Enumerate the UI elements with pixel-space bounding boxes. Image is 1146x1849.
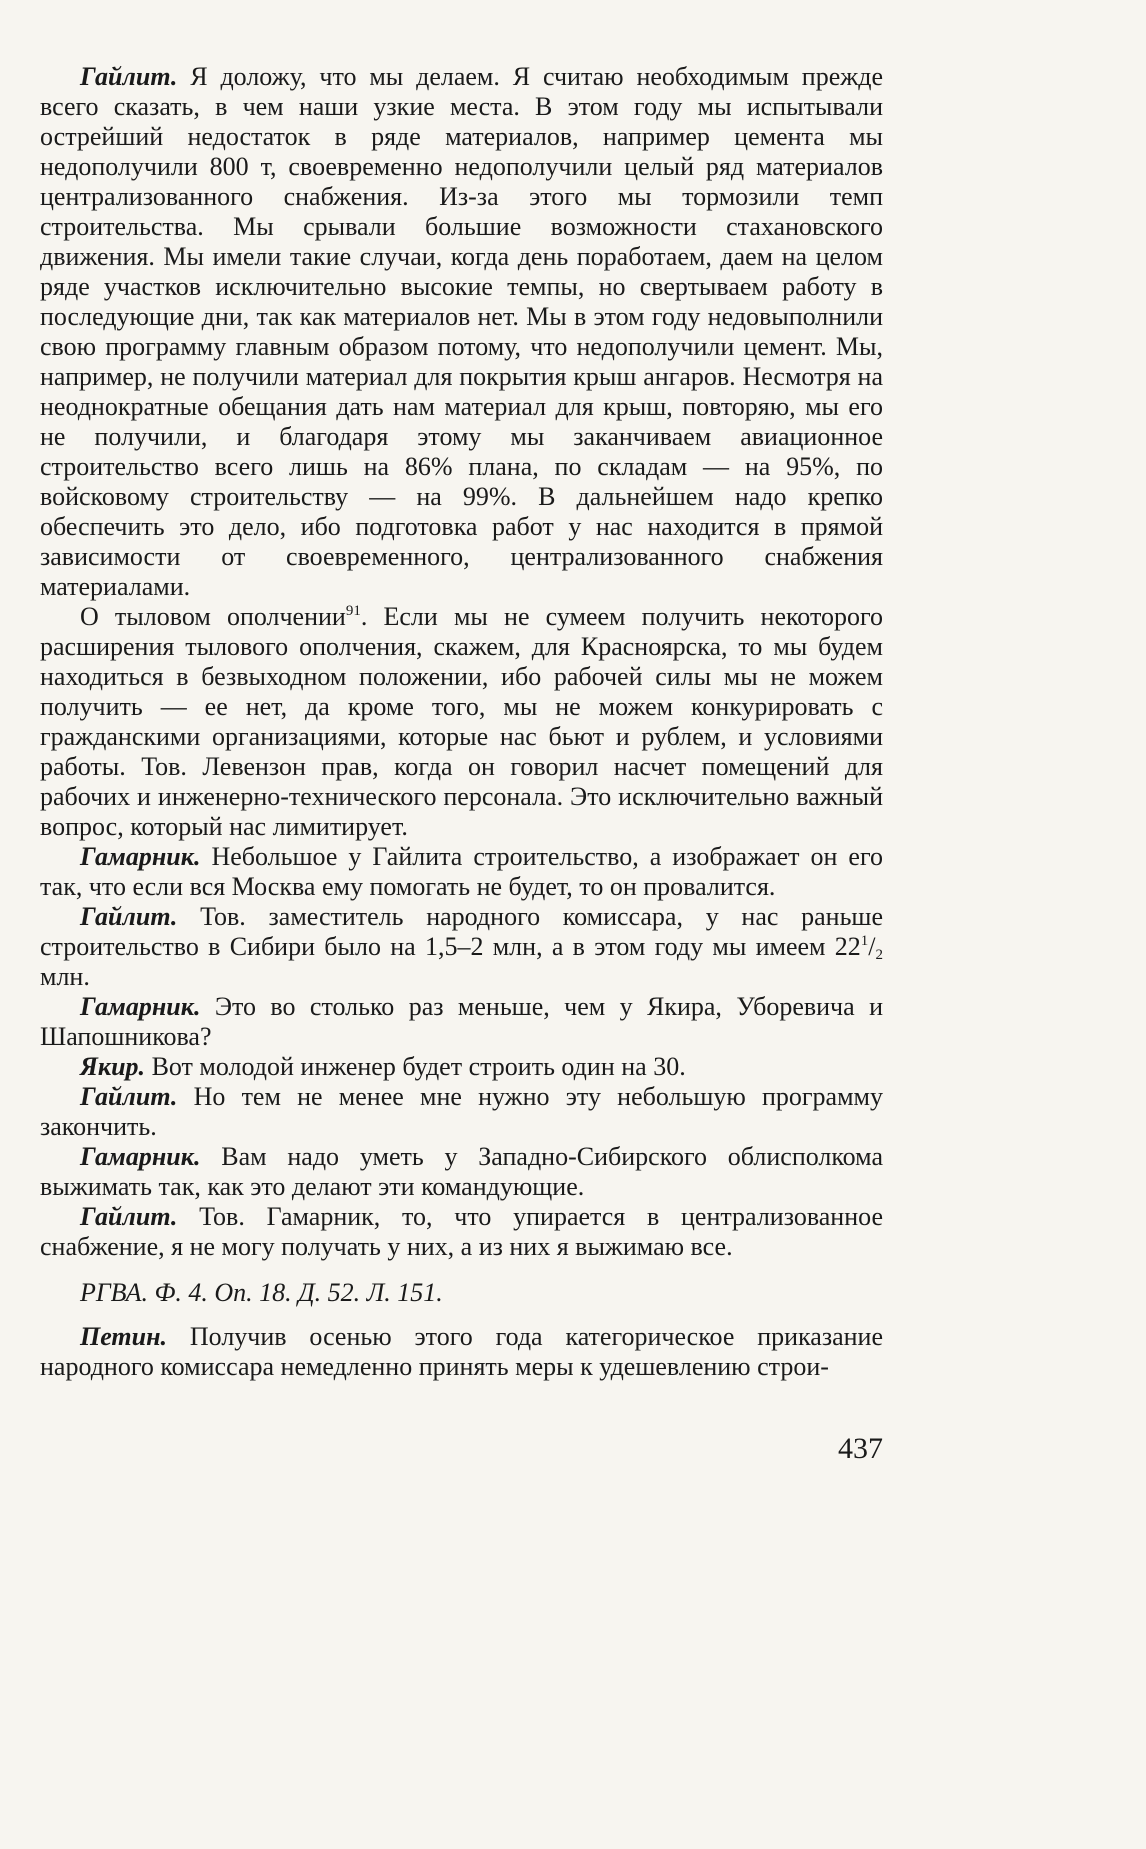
speaker-name: Гайлит.: [80, 62, 178, 91]
speaker-name: Гайлит.: [80, 1202, 178, 1231]
paragraph-gamarnik-2: [40, 992, 883, 1052]
paragraph-text: Тов. Гамарник, то, что упирается в централизованное снабжение, я не могу получать у них, а из них я выжимаю все.: [40, 1202, 883, 1261]
footnote-marker[interactable]: 91: [345, 603, 361, 619]
archive-reference: РГВА. Ф. 4. Оп. 18. Д. 52. Л. 151.: [80, 1278, 443, 1307]
paragraph-yakir: [40, 1052, 883, 1082]
speaker-name: Гамарник.: [80, 992, 201, 1021]
paragraph-text: Это во столько раз меньше, чем у Якира, Уборевича и Шапошникова?: [40, 992, 883, 1051]
paragraph-text: Но тем не менее мне нужно эту небольшую программу закончить.: [40, 1082, 883, 1141]
paragraph-gailit-1: [40, 62, 883, 602]
paragraph-gailit-3: [40, 1082, 883, 1142]
paragraph-text: Тов. заместитель народного комиссара, у нас раньше строительство в Сибири было на 1,5–2 млн, а в этом году мы имеем 22: [40, 902, 883, 961]
paragraph-text-continued: млн.: [40, 962, 90, 991]
fraction-denominator: 2: [875, 947, 883, 963]
paragraph-gailit-2: Гайлит. Тов. заместитель народного комиссара, у нас раньше строительство в Сибири было на 1,5–2 млн, а в этом году мы имеем $22^1/_2$ млн.: [40, 902, 883, 991]
paragraph-text-continued: . Если мы не сумеем получить некоторого расширения тылового ополчения, скажем, для Красноярска, то мы будем находиться в безвыходном положении, ибо рабочей силы мы не можем получить — ее нет, да кроме того, мы не можем конкурировать с гражданскими организациями, которые нас бьют и рублем, и условиями работы. Тов. Левензон прав, когда он говорил насчет помещений для рабочих и инженерно-технического персонала. Это исключительно важный вопрос, который нас лимитирует.: [40, 602, 883, 841]
paragraph-militia: [40, 602, 883, 842]
paragraph-text: Я доложу, что мы делаем. Я считаю необходимым прежде всего сказать, в чем наши узкие места. В этом году мы испытывали острейший недостаток в ряде материалов, например цемента мы недополучили 800 т, своевременно недополучили целый ряд материалов централизованного снабжения. Из-за этого мы тормозили темп строительства. Мы срывали большие возможности стахановского движения. Мы имели такие случаи, когда день поработаем, даем на целом ряде участков исключительно высокие темпы, но свертываем работу в последующие дни, так как материалов нет. Мы в этом году недовыполнили свою программу главным образом потому, что недополучили цемент. Мы, например, не получили материал для покрытия крыш ангаров. Несмотря на неоднократные обещания дать нам материал для крыш, повторяю, мы его не получили, и благодаря этому мы заканчиваем авиационное строительство всего лишь на 86% плана, по складам — на 95%, по войсковому строительству — на 99%. В дальнейшем надо крепко обеспечить это дело, ибо подготовка работ у нас находится в прямой зависимости от своевременного, централизованного снабжения материалами.: [40, 62, 883, 601]
speaker-name: Якир.: [80, 1052, 146, 1081]
speaker-name: Гайлит.: [80, 1082, 178, 1111]
paragraph-petin: [40, 1322, 883, 1382]
speaker-name: Петин.: [80, 1322, 168, 1351]
paragraph-text: Получив осенью этого года категорическое приказание народного комиссара немедленно принять меры к удешевлению строи-: [40, 1322, 883, 1381]
paragraph-text: О тыловом ополчении: [80, 602, 346, 631]
paragraph-gamarnik-1: [40, 842, 883, 902]
paragraph-text: Небольшое у Гайлита строительство, а изображает он его так, что если вся Москва ему помогать не будет, то он провалится.: [40, 842, 883, 901]
paragraph-text: Вам надо уметь у Западно-Сибирского облисполкома выжимать так, как это делают эти командующие.: [40, 1142, 883, 1201]
paragraph-gamarnik-3: [40, 1142, 883, 1202]
speaker-name: Гамарник.: [80, 1142, 201, 1171]
paragraph-gailit-4: [40, 1202, 883, 1262]
speaker-name: Гайлит.: [80, 902, 178, 931]
speaker-name: Гамарник.: [80, 842, 201, 871]
page-number: 437: [838, 1432, 883, 1465]
paragraph-text: Вот молодой инженер будет строить один на 30.: [145, 1052, 686, 1081]
fraction-numerator: 1: [860, 933, 869, 949]
